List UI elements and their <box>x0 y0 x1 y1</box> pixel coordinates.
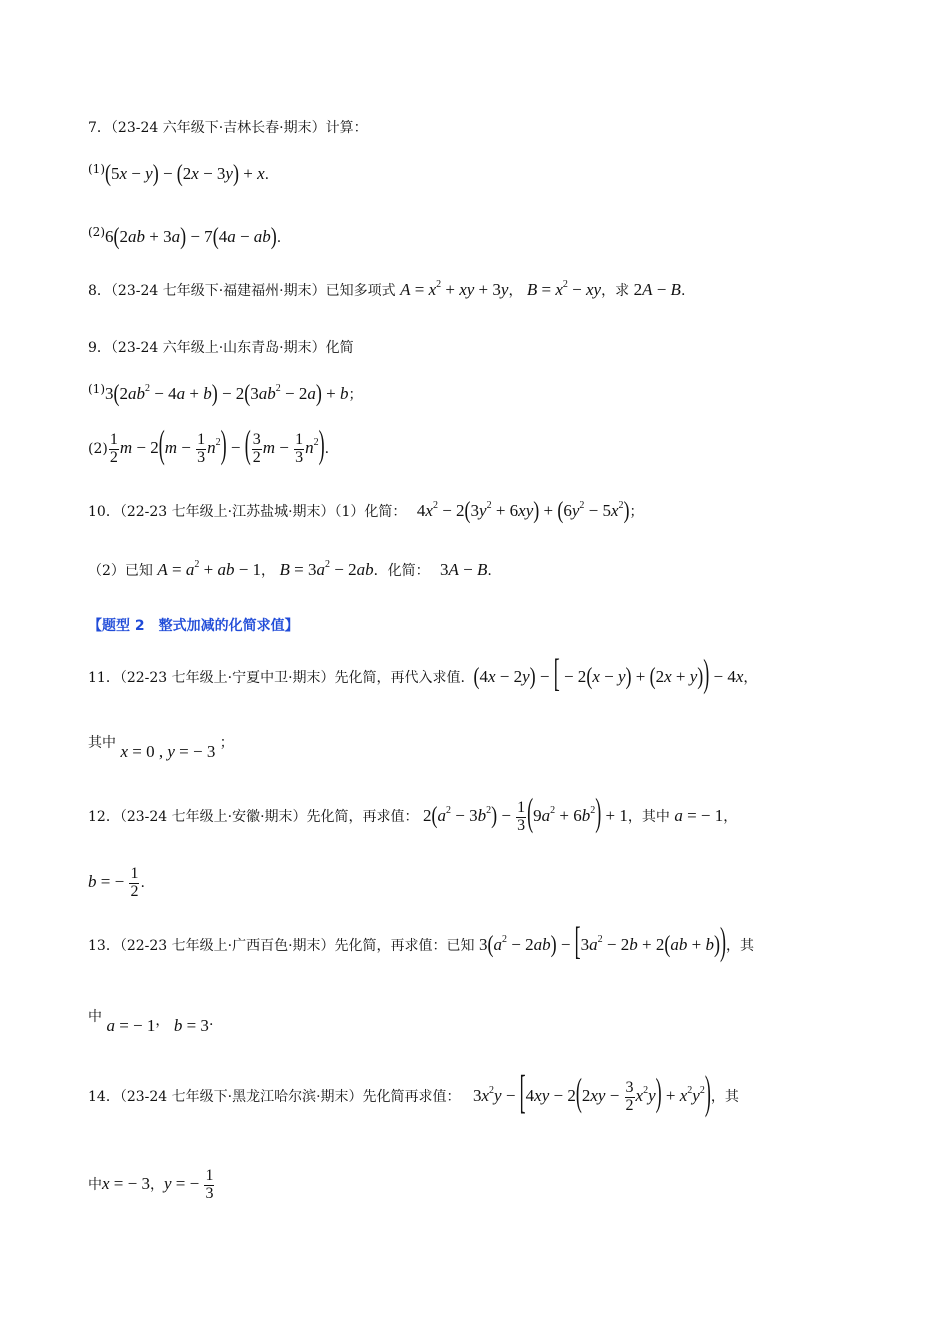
period: . <box>680 283 686 299</box>
math-expression: $A = x^2$ + xy + 3y <box>400 279 509 299</box>
math-expression: (5x − y) − (2x − 3y) + x <box>105 159 265 187</box>
math-expression: a = − 1 <box>674 806 724 826</box>
separator: ， <box>149 1177 164 1194</box>
problem-7-part-2: (2)6(2ab + 3a) − 7(4a − ab). <box>88 222 282 250</box>
tail-text: ，其 <box>725 938 754 954</box>
period: . <box>487 563 492 579</box>
math-expression: $2(a^2 - 3b^2)$ − $\frac{1}{3}$ $(9a^2 + 6b^2) + 1$ <box>422 790 628 835</box>
math-expression: (4x − 2y) − [ − 2(x − y) + (2x + y)) − 4x <box>473 651 744 696</box>
separator: ， <box>261 563 276 579</box>
part-tag: (1) <box>88 382 105 396</box>
part-tag: (2) <box>88 441 108 458</box>
separator: ， <box>508 283 523 299</box>
problem-14-stem: 14．（23-24 七年级下·黑龙江哈尔滨·期末）先化简再求值： <box>88 1089 461 1106</box>
zhong-char: 中 <box>88 1177 102 1194</box>
tail-text: ，其 <box>710 1089 739 1106</box>
problem-11-values <box>88 732 234 761</box>
where-text: 其中 <box>88 735 116 751</box>
math-expression: 3A − B <box>440 560 488 579</box>
problem-9-stem: 9．（23-24 六年级上·山东青岛·期末）化简 <box>88 340 354 356</box>
problem-8-stem: 8．（23-24 七年级下·福建福州·期末）已知多项式 <box>88 283 396 299</box>
problem-9-part-2 <box>88 422 330 467</box>
problem-12-stem: 12．（23-24 七年级上·安徽·期末）先化简，再求值： <box>88 809 419 826</box>
math-expression: a = − 1 <box>106 1016 156 1035</box>
math-expression: $B = 3a^2 - 2ab$ <box>279 559 374 579</box>
problem-13-stem: 13．（22-23 七年级上·广西百色·期末）先化简，再求值：已知 <box>88 938 475 954</box>
problem-7-stem: 7．（23-24 六年级下·吉林长春·期末）计算： <box>88 120 368 136</box>
math-expression: 6(2ab + 3a) − 7(4a − ab) <box>105 222 277 250</box>
part-tag: (1) <box>88 162 105 176</box>
separator: ， <box>155 1013 170 1029</box>
problem-14 <box>88 1065 739 1118</box>
math-expression: $4x^2 - 2(3y^2 + 6xy) + (6y^2 - 5x^2)$ <box>416 496 630 524</box>
problem-10-part-2 <box>88 560 492 580</box>
comma: ， <box>723 809 738 826</box>
problem-12-values <box>88 866 145 901</box>
problem-9-part-1 <box>88 379 363 407</box>
part-2-label: （2）已知 <box>88 563 153 579</box>
math-expression: $3(2ab^2 - 4a + b) - 2(3ab^2 - 2a) + b$ <box>105 379 349 407</box>
math-expression: x = − 3 <box>102 1174 150 1194</box>
where-text: ，其中 <box>627 809 670 826</box>
problem-10-stem: 10．（22-23 七年级上·江苏盐城·期末）（1）化简： <box>88 504 407 520</box>
problem-13-values <box>88 1006 214 1035</box>
problem-12 <box>88 790 738 835</box>
period: . <box>208 1013 214 1029</box>
problem-14-values <box>88 1168 215 1203</box>
mid-text: ．化简： <box>373 563 430 579</box>
math-expression: 2A − B <box>633 280 681 299</box>
section-heading: 【题型 2 整式加减的化简求值】 <box>88 618 299 634</box>
math-expression: b = 3 <box>173 1016 209 1035</box>
math-expression: $3(a^2 - 2ab) - [3a^2 - 2b + 2(ab + b))$ <box>478 919 726 964</box>
semicolon: ； <box>629 504 644 520</box>
problem-13 <box>88 919 754 964</box>
problem-10-part-1 <box>88 496 644 524</box>
math-expression: $A = a^2$ + ab − 1 <box>157 559 262 579</box>
problem-8 <box>88 280 685 300</box>
period: . <box>140 875 145 892</box>
ask-text: ，求 <box>601 283 630 299</box>
math-expression: b = − $\frac{1}{2}$ <box>88 865 139 900</box>
math-expression: x = 0 , y = − 3 <box>120 742 216 761</box>
part-tag: (2) <box>88 225 105 239</box>
problem-11-stem: 11．（22-23 七年级上·宁夏中卫·期末）先化简，再代入求值. <box>88 670 465 686</box>
semicolon: ； <box>348 387 363 403</box>
period: . <box>324 441 330 458</box>
zhong-char: 中 <box>88 1009 102 1025</box>
math-expression: $3x^2y - [4xy - 2(2xy$ − $\frac{3}{2}$ $x^2y) + x^2y^2$) <box>472 1065 711 1118</box>
problem-11 <box>88 651 758 696</box>
semicolon: ； <box>219 735 234 751</box>
comma: ， <box>743 670 758 686</box>
math-expression: $B = x^2$ − xy <box>526 279 602 299</box>
problem-7-part-1: (1)(5x − y) − (2x − 3y) + x. <box>88 159 270 187</box>
math-expression: y = − $\frac{1}{3}$ <box>163 1167 214 1202</box>
math-expression: $\frac{1}{2}$ m − 2(m − $\frac{1}{3}$ $n^2$) − ( $\frac{3}{2}$ m − $\frac{1}{3}$ $n^2$) <box>109 422 325 467</box>
